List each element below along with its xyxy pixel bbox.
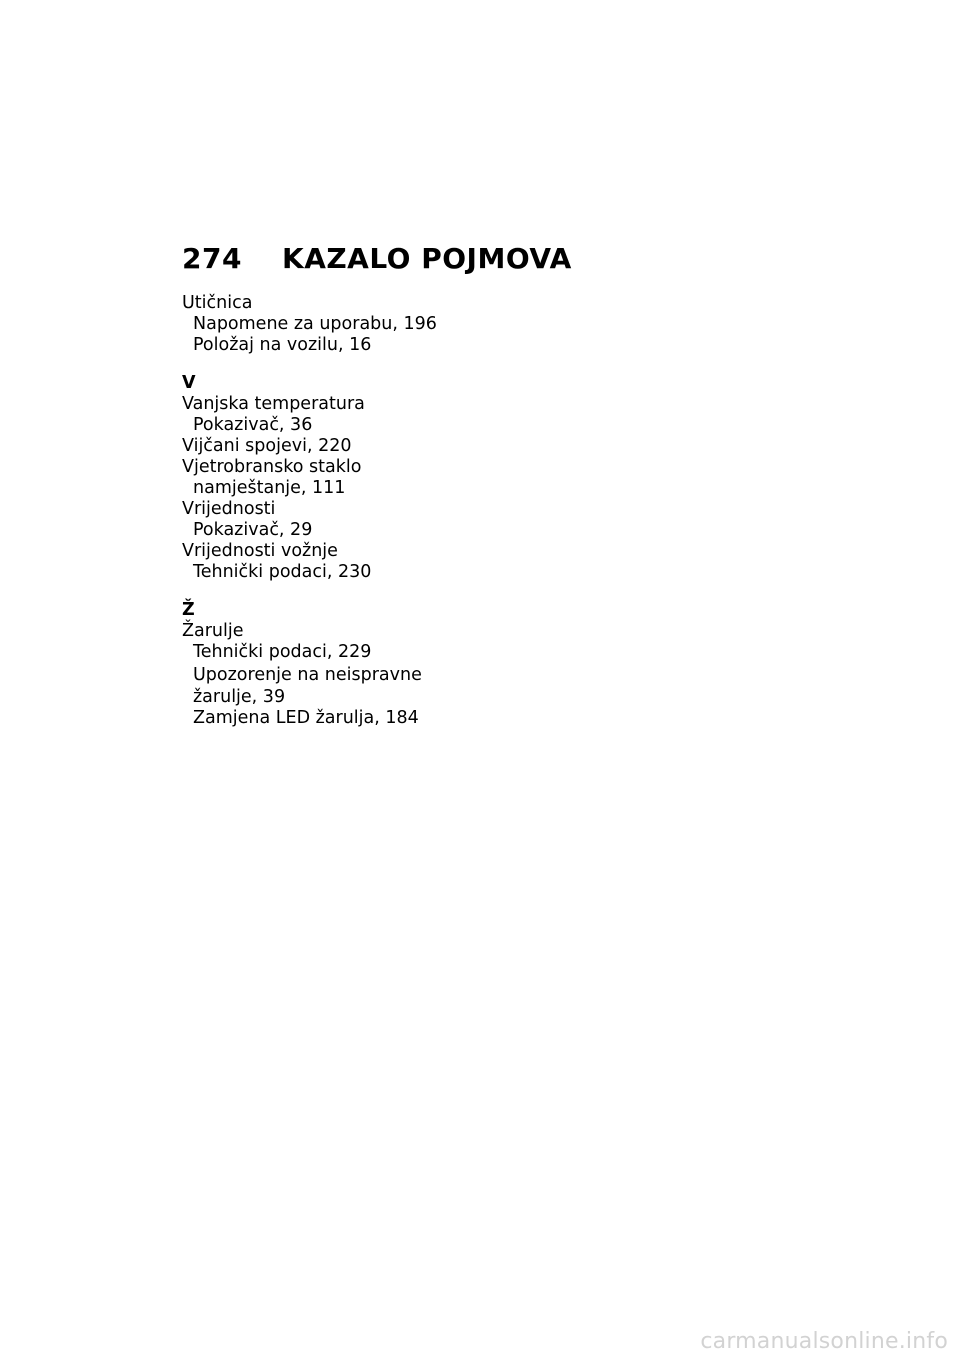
page-number: 274 [182, 242, 242, 275]
index-term: Vijčani spojevi, 220 [182, 436, 352, 456]
index-subterm: Upozorenje na neispravne [193, 665, 422, 685]
index-subterm: Pokazivač, 36 [193, 415, 313, 435]
index-term: Vrijednosti vožnje [182, 541, 338, 561]
index-section-v [182, 373, 542, 583]
index-section-z [182, 600, 542, 729]
index-subterm: Tehnički podaci, 230 [193, 562, 372, 582]
index-term: Žarulje [182, 621, 244, 641]
section-letter: Ž [182, 600, 195, 620]
section-letter: V [182, 373, 196, 393]
index-term: Vanjska temperatura [182, 394, 365, 414]
index-column [182, 293, 542, 729]
index-subterm: Zamjena LED žarulja, 184 [193, 708, 419, 728]
index-subterm: Pokazivač, 29 [193, 520, 313, 540]
page-title: KAZALO POJMOVA [282, 242, 572, 275]
index-subterm: Tehnički podaci, 229 [193, 642, 372, 662]
index-term: Vjetrobransko staklo [182, 457, 362, 477]
index-term: Utičnica [182, 293, 253, 313]
watermark: carmanualsonline.info [700, 1329, 948, 1354]
index-subterm: žarulje, 39 [193, 687, 286, 707]
index-subterm: Napomene za uporabu, 196 [193, 314, 437, 334]
index-section-u [182, 293, 542, 356]
index-subterm: namještanje, 111 [193, 478, 346, 498]
index-subterm: Položaj na vozilu, 16 [193, 335, 372, 355]
index-term: Vrijednosti [182, 499, 276, 519]
page-header [182, 242, 572, 278]
